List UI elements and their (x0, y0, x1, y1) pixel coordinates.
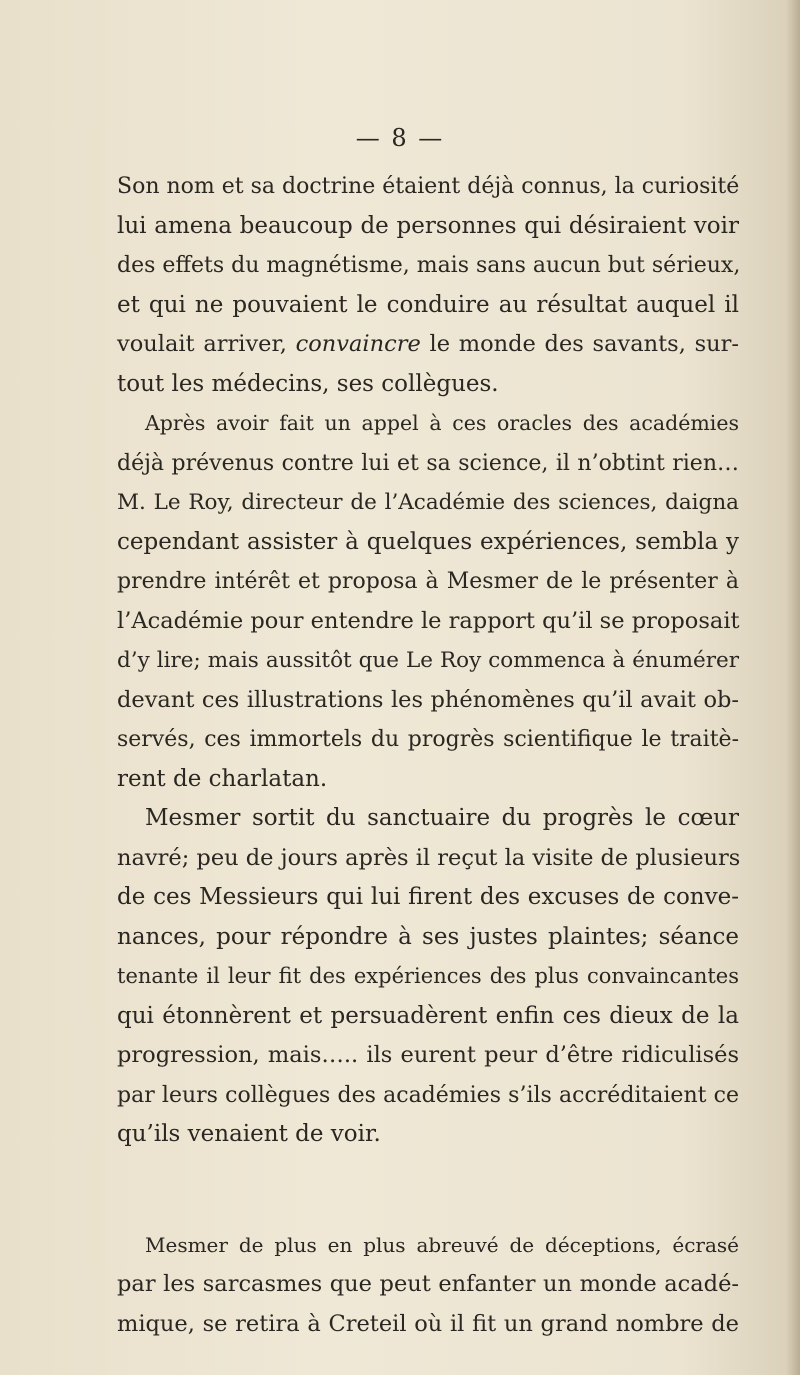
text-line: prendre intérêt et proposa à Mesmer de le présenter à (117, 569, 739, 594)
text-line: l’Académie pour entendre le rapport qu’il se proposait (117, 607, 740, 634)
page-number: — 8 — (355, 124, 445, 152)
text-line: Après avoir fait un appel à ces oracles des académies (145, 411, 739, 435)
text-line: des effets du magnétisme, mais sans aucun but sérieux, (117, 253, 741, 278)
text-line: de ces Messieurs qui lui firent des excuses de conve- (117, 884, 739, 910)
text-line: progression, mais….. ils eurent peur d’être ridiculisés (117, 1042, 739, 1068)
text-line: navré; peu de jours après il reçut la visite de plusieurs (117, 844, 741, 871)
text-line: cependant assister à quelques expériences, sembla y (117, 528, 739, 555)
text-line: M. Le Roy, directeur de l’Académie des sciences, daigna (117, 490, 739, 515)
text-segment: le monde des savants, sur- (429, 331, 739, 357)
paragraph-2 (117, 404, 739, 799)
paragraph-1 (117, 167, 739, 404)
text-line: Mesmer sortit du sanctuaire du progrès le cœur (145, 805, 739, 831)
text-line: tout les médecins, ses collègues. (117, 370, 499, 397)
text-line: d’y lire; mais aussitôt que Le Roy commenca à énumérer (117, 648, 739, 673)
text-line: Son nom et sa doctrine étaient déjà connus, la curiosité (117, 174, 740, 199)
paragraph-3 (117, 799, 739, 1155)
text-line: rent de charlatan. (117, 765, 328, 792)
text-line: par leurs collègues des académies s’ils accréditaient ce (117, 1082, 739, 1108)
body-text (117, 167, 739, 1344)
text-line: et qui ne pouvaient le conduire au résultat auquel il (117, 291, 739, 318)
text-line (117, 325, 739, 365)
text-line: qui étonnèrent et persuadèrent enfin ces dieux de la (117, 1002, 739, 1029)
text-segment: voulait arriver, (117, 331, 287, 357)
italic-word: convaincre (295, 331, 421, 357)
page-edge-shadow (786, 0, 800, 1375)
text-line: devant ces illustrations les phénomènes qu’il avait ob- (117, 686, 739, 713)
text-line: servés, ces immortels du progrès scientifique le traitè- (117, 727, 739, 752)
text-line: par les sarcasmes que peut enfanter un monde acadé- (117, 1271, 739, 1297)
paragraph-gap (117, 1155, 739, 1226)
text-line: tenante il leur fit des expériences des plus convaincantes (117, 964, 739, 988)
text-line: déjà prévenus contre lui et sa science, il n’obtint rien… (117, 450, 739, 476)
paragraph-4 (117, 1226, 739, 1345)
text-line: lui amena beaucoup de personnes qui désiraient voir (117, 212, 739, 239)
text-line: mique, se retira à Creteil où il fit un grand nombre de (117, 1310, 739, 1337)
text-line: qu’ils venaient de voir. (117, 1121, 381, 1147)
text-line: nances, pour répondre à ses justes plaintes; séance (117, 923, 739, 950)
text-line: Mesmer de plus en plus abreuvé de déceptions, écrasé (145, 1232, 739, 1257)
